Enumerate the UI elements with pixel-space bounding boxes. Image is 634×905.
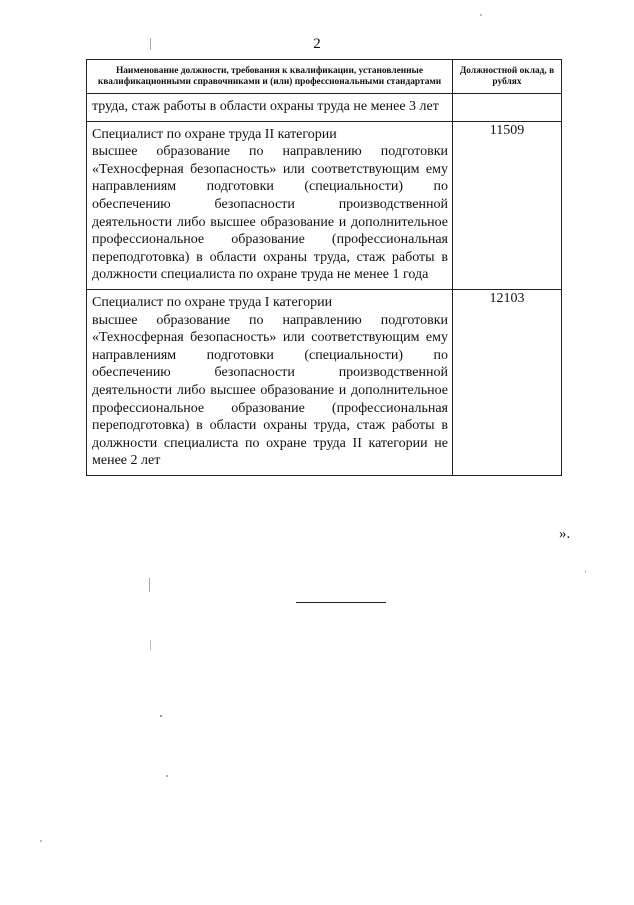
position-title: Специалист по охране труда II категории	[92, 126, 337, 142]
salary-column-header: Должностной оклад, в рублях	[453, 60, 562, 94]
salary-cell: 11509	[453, 121, 562, 289]
salary-cell	[453, 94, 562, 122]
salary-table	[86, 59, 562, 476]
position-description-cell	[87, 289, 453, 475]
position-title: Специалист по охране труда I категории	[92, 294, 333, 310]
scan-artifact	[480, 14, 482, 16]
scan-artifact	[160, 715, 162, 717]
page-number: 2	[313, 36, 321, 52]
scan-artifact	[149, 578, 150, 592]
end-divider-line	[296, 602, 386, 603]
scan-artifact	[585, 570, 586, 573]
requirements-text: труда, стаж работы в области охраны труда не менее 3 лет	[92, 99, 439, 114]
table-header-row	[87, 60, 562, 94]
table-row	[87, 94, 562, 122]
requirements-text: высшее образование по направлению подготовки «Техносферная безопасность» или соответствующим ему направлениям подготовки (специальности) по обеспечению безопасности производственной деятельности либо высшее образование и дополнительное профессиональное образование (профессиональная переподготовка) в области охраны труда, стаж работы в должности специалиста по охране труда II категории не менее 2 лет	[92, 312, 448, 469]
closing-quote-mark: ».	[559, 526, 571, 542]
scan-artifact	[150, 38, 151, 50]
scan-artifact	[150, 640, 151, 650]
table-row	[87, 289, 562, 475]
requirements-text: высшее образование по направлению подготовки «Техносферная безопасность» или соответствующим ему направлениям подготовки (специальности) по обеспечению безопасности производственной деятельности либо высшее образование и дополнительное профессиональное образование (профессиональная переподготовка) в области охраны труда, стаж работы в должности специалиста по охране труда не менее 1 года	[92, 144, 448, 283]
scan-artifact	[40, 840, 42, 842]
salary-cell: 12103	[453, 289, 562, 475]
position-description-cell	[87, 121, 453, 289]
table-row	[87, 121, 562, 289]
position-column-header: Наименование должности, требования к квалификации, установленные квалификационными справочниками и (или) профессиональными стандартами	[87, 60, 453, 94]
position-description-cell	[87, 94, 453, 122]
scan-artifact	[166, 775, 168, 777]
